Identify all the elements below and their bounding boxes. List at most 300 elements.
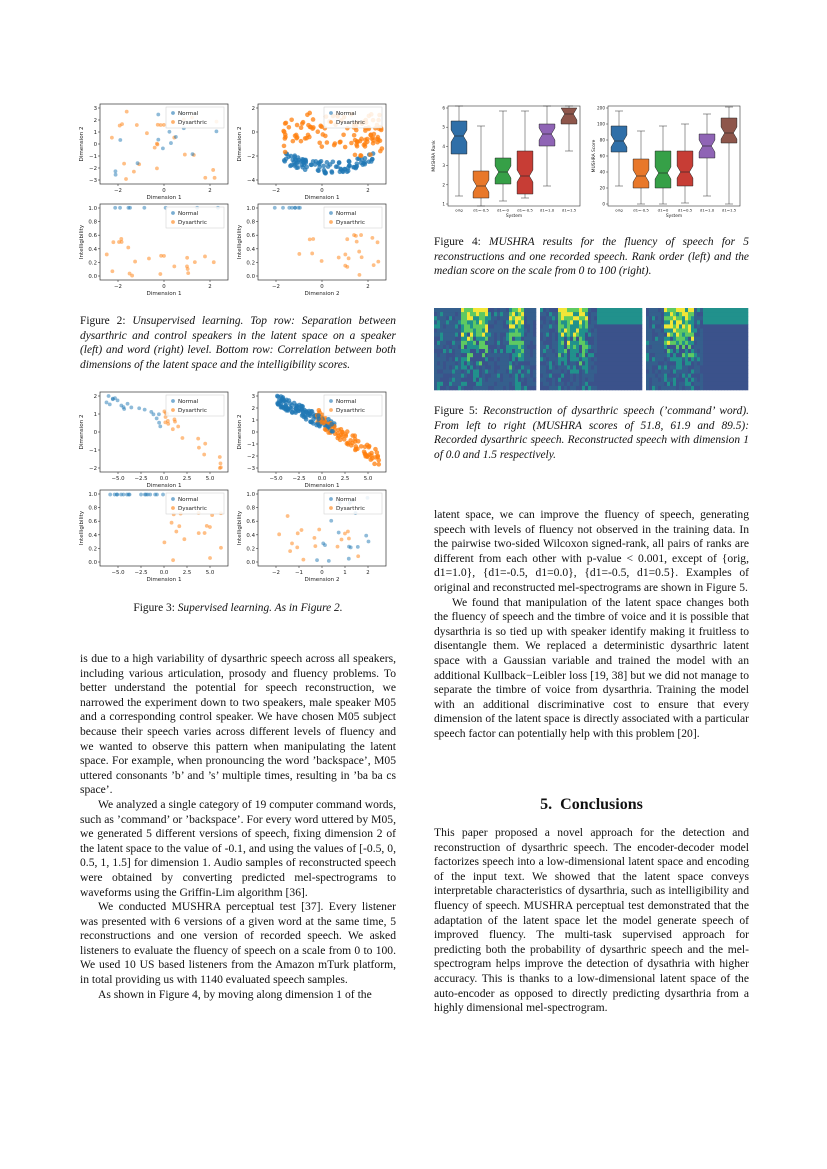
- spectrogram-cell: [452, 320, 455, 324]
- dysarthric-point: [349, 141, 354, 146]
- x-tick-label: 0: [320, 570, 324, 576]
- spectrogram-cell: [630, 345, 633, 349]
- dysarthric-point: [183, 153, 187, 157]
- y-axis-label: Intelligibility: [79, 224, 85, 260]
- spectrogram-cell: [540, 333, 543, 337]
- spectrogram-cell: [715, 329, 718, 333]
- dysarthric-point: [317, 528, 321, 532]
- spectrogram-cell: [621, 378, 624, 382]
- spectrogram-cell: [524, 316, 527, 320]
- spectrogram-cell: [570, 341, 573, 345]
- spectrogram-cell: [688, 378, 691, 382]
- spectrogram-cell: [485, 308, 488, 312]
- spectrogram-cell: [600, 316, 603, 320]
- normal-point: [321, 164, 326, 169]
- dysarthric-point: [124, 177, 128, 181]
- spectrogram-cell: [700, 345, 703, 349]
- spectrogram-cell: [685, 357, 688, 361]
- spectrogram-cell: [455, 337, 458, 341]
- spectrogram-cell: [636, 316, 639, 320]
- spectrogram-cell: [730, 378, 733, 382]
- legend-label: Dysarthric: [178, 506, 207, 512]
- spectrogram-cell: [521, 333, 524, 337]
- spectrogram-cell: [636, 333, 639, 337]
- spectrogram-cell: [609, 341, 612, 345]
- spectrogram-cell: [667, 357, 670, 361]
- spectrogram-cell: [603, 349, 606, 353]
- spectrogram-cell: [709, 361, 712, 365]
- spectrogram-cell: [446, 370, 449, 374]
- spectrogram-cell: [521, 374, 524, 378]
- spectrogram-cell: [658, 341, 661, 345]
- spectrogram-cell: [624, 357, 627, 361]
- spectrogram-cell: [449, 386, 452, 390]
- spectrogram-cell: [494, 382, 497, 386]
- y-tick-label: 0.4: [246, 246, 255, 253]
- spectrogram-cell: [464, 370, 467, 374]
- spectrogram-cell: [503, 378, 506, 382]
- spectrogram-cell: [679, 312, 682, 316]
- spectrogram-cell: [546, 333, 549, 337]
- spectrogram-cell: [470, 324, 473, 328]
- spectrogram-cell: [670, 349, 673, 353]
- spectrogram-cell: [594, 312, 597, 316]
- spectrogram-cell: [497, 312, 500, 316]
- spectrogram-cell: [573, 349, 576, 353]
- normal-point: [367, 540, 371, 544]
- spectrogram-cell: [594, 337, 597, 341]
- spectrogram-cell: [503, 374, 506, 378]
- spectrogram-cell: [458, 308, 461, 312]
- dysarthric-point: [307, 111, 312, 116]
- spectrogram-cell: [555, 320, 558, 324]
- spectrogram-cell: [443, 333, 446, 337]
- spectrogram-cell: [679, 382, 682, 386]
- spectrogram-cell: [733, 345, 736, 349]
- spectrogram-cell: [609, 320, 612, 324]
- spectrogram-cell: [582, 353, 585, 357]
- spectrogram-cell: [503, 357, 506, 361]
- spectrogram-cell: [636, 329, 639, 333]
- spectrogram-cell: [500, 365, 503, 369]
- spectrogram-cell: [667, 386, 670, 390]
- spectrogram-cell: [503, 312, 506, 316]
- spectrogram-cell: [745, 312, 748, 316]
- normal-point: [367, 159, 372, 164]
- spectrogram-cell: [470, 361, 473, 365]
- spectrogram-cell: [597, 324, 600, 328]
- spectrogram-cell: [627, 349, 630, 353]
- x-tick-label: −5.0: [111, 570, 125, 576]
- normal-point: [169, 141, 173, 145]
- spectrogram-cell: [555, 341, 558, 345]
- spectrogram-cell: [745, 386, 748, 390]
- dysarthric-point: [283, 136, 288, 141]
- spectrogram-cell: [691, 370, 694, 374]
- spectrogram-cell: [576, 308, 579, 312]
- spectrogram-cell: [630, 308, 633, 312]
- spectrogram-cell: [476, 374, 479, 378]
- spectrogram-cell: [633, 357, 636, 361]
- spectrogram-cell: [521, 353, 524, 357]
- spectrogram-cell: [552, 382, 555, 386]
- spectrogram-cell: [467, 357, 470, 361]
- spectrogram-cell: [685, 370, 688, 374]
- spectrogram-cell: [706, 308, 709, 312]
- spectrogram-cell: [558, 370, 561, 374]
- spectrogram-cell: [582, 386, 585, 390]
- spectrogram-cell: [630, 370, 633, 374]
- spectrogram-cell: [573, 329, 576, 333]
- dysarthric-point: [376, 260, 380, 264]
- spectrogram-cell: [437, 353, 440, 357]
- dysarthric-point: [132, 170, 136, 174]
- legend: [324, 395, 382, 416]
- spectrogram-cell: [434, 378, 437, 382]
- spectrogram-cell: [561, 333, 564, 337]
- spectrogram-cell: [573, 333, 576, 337]
- spectrogram-cell: [458, 316, 461, 320]
- spectrogram-cell: [718, 341, 721, 345]
- spectrogram-cell: [588, 324, 591, 328]
- dysarthric-point: [203, 531, 207, 535]
- spectrogram-cell: [630, 329, 633, 333]
- spectrogram-cell: [458, 324, 461, 328]
- spectrogram-cell: [742, 337, 745, 341]
- spectrogram-cell: [724, 382, 727, 386]
- x-tick-label: 0.0: [159, 476, 169, 482]
- spectrogram-cell: [703, 345, 706, 349]
- spectrogram-cell: [576, 361, 579, 365]
- spectrogram-cell: [579, 308, 582, 312]
- spectrogram-cell: [446, 378, 449, 382]
- spectrogram-cell: [685, 312, 688, 316]
- spectrogram-cell: [582, 382, 585, 386]
- spectrogram-cell: [543, 365, 546, 369]
- spectrogram-cell: [491, 320, 494, 324]
- spectrogram-cell: [576, 378, 579, 382]
- dysarthric-point: [369, 136, 374, 141]
- x-tick-label: d1=-0.5: [473, 207, 489, 213]
- spectrogram-cell: [736, 357, 739, 361]
- spectrogram-cell: [712, 365, 715, 369]
- spectrogram-cell: [524, 378, 527, 382]
- spectrogram-cell: [679, 320, 682, 324]
- spectrogram-cell: [488, 386, 491, 390]
- spectrogram-cell: [515, 353, 518, 357]
- spectrogram-cell: [715, 337, 718, 341]
- spectrogram-cell: [703, 353, 706, 357]
- spectrogram-cell: [685, 308, 688, 312]
- normal-point: [158, 424, 162, 428]
- normal-point: [113, 396, 117, 400]
- spectrogram-cell: [606, 357, 609, 361]
- spectrogram-cell: [646, 378, 649, 382]
- spectrogram-cell: [612, 353, 615, 357]
- spectrogram-cell: [685, 382, 688, 386]
- spectrogram-cell: [506, 361, 509, 365]
- dysarthric-point: [288, 549, 292, 553]
- spectrogram-cell: [694, 329, 697, 333]
- spectrogram-cell: [697, 324, 700, 328]
- spectrogram-cell: [670, 308, 673, 312]
- spectrogram-cell: [697, 374, 700, 378]
- spectrogram-cell: [639, 365, 642, 369]
- spectrogram-cell: [521, 382, 524, 386]
- spectrogram-cell: [512, 333, 515, 337]
- spectrogram-cell: [570, 324, 573, 328]
- legend-marker: [329, 111, 333, 115]
- spectrogram-cell: [546, 341, 549, 345]
- spectrogram-cell: [670, 353, 673, 357]
- spectrogram-cell: [485, 353, 488, 357]
- spectrogram-cell: [600, 345, 603, 349]
- spectrogram-cell: [676, 312, 679, 316]
- dysarthric-point: [177, 524, 181, 528]
- box: [561, 108, 577, 124]
- spectrogram-cell: [509, 333, 512, 337]
- spectrogram-cell: [712, 308, 715, 312]
- spectrogram-cell: [621, 316, 624, 320]
- spectrogram-cell: [703, 386, 706, 390]
- legend-marker: [329, 497, 333, 501]
- spectrogram-cell: [639, 312, 642, 316]
- spectrogram-cell: [745, 370, 748, 374]
- spectrogram-cell: [449, 312, 452, 316]
- spectrogram-cell: [742, 370, 745, 374]
- spectrogram-cell: [676, 353, 679, 357]
- normal-point: [107, 394, 111, 398]
- y-tick-label: 0: [93, 430, 97, 436]
- spectrogram-cell: [739, 357, 742, 361]
- spectrogram-cell: [621, 386, 624, 390]
- spectrogram-cell: [506, 370, 509, 374]
- spectrogram-cell: [633, 353, 636, 357]
- spectrogram-cell: [742, 378, 745, 382]
- spectrogram-cell: [612, 320, 615, 324]
- spectrogram-cell: [615, 370, 618, 374]
- spectrogram-cell: [488, 316, 491, 320]
- spectrogram-cell: [700, 353, 703, 357]
- spectrogram-cell: [597, 320, 600, 324]
- spectrogram-cell: [558, 345, 561, 349]
- spectrogram-cell: [639, 349, 642, 353]
- spectrogram-cell: [573, 382, 576, 386]
- dysarthric-point: [281, 129, 286, 134]
- spectrogram-cell: [467, 312, 470, 316]
- spectrogram-cell: [639, 337, 642, 341]
- dysarthric-point: [203, 255, 207, 259]
- spectrogram-cell: [540, 337, 543, 341]
- spectrogram-cell: [591, 324, 594, 328]
- spectrogram-cell: [655, 374, 658, 378]
- spectrogram-cell: [688, 329, 691, 333]
- spectrogram-cell: [612, 308, 615, 312]
- spectrogram-cell: [655, 353, 658, 357]
- spectrogram-cell: [664, 308, 667, 312]
- spectrogram-cell: [721, 374, 724, 378]
- spectrogram-cell: [685, 316, 688, 320]
- spectrogram-cell: [455, 386, 458, 390]
- spectrogram-cell: [691, 349, 694, 353]
- spectrogram-cell: [685, 333, 688, 337]
- spectrogram-cell: [667, 324, 670, 328]
- spectrogram-cell: [682, 370, 685, 374]
- spectrogram-cell: [673, 386, 676, 390]
- spectrogram-cell: [473, 329, 476, 333]
- legend-label: Dysarthric: [178, 220, 207, 226]
- spectrogram-cell: [727, 337, 730, 341]
- spectrogram-cell: [594, 361, 597, 365]
- spectrogram-cell: [437, 345, 440, 349]
- y-tick-label: 0: [251, 130, 255, 136]
- section-heading: 5. Conclusions: [540, 796, 643, 813]
- spectrogram-cell: [461, 320, 464, 324]
- spectrogram-cell: [621, 324, 624, 328]
- spectrogram-cell: [503, 353, 506, 357]
- spectrogram-cell: [721, 345, 724, 349]
- spectrogram-cell: [482, 357, 485, 361]
- spectrogram-cell: [691, 308, 694, 312]
- dysarthric-point: [294, 136, 299, 141]
- spectrogram-cell: [664, 349, 667, 353]
- spectrogram-cell: [482, 386, 485, 390]
- spectrogram-cell: [633, 349, 636, 353]
- spectrogram-cell: [533, 316, 536, 320]
- spectrogram-cell: [673, 341, 676, 345]
- normal-point: [157, 421, 161, 425]
- spectrogram-cell: [594, 320, 597, 324]
- spectrogram-cell: [630, 337, 633, 341]
- spectrogram-cell: [633, 337, 636, 341]
- spectrogram-cell: [646, 361, 649, 365]
- spectrogram-cell: [712, 316, 715, 320]
- spectrogram-cell: [540, 349, 543, 353]
- spectrogram-cell: [685, 320, 688, 324]
- spectrogram-cell: [500, 312, 503, 316]
- spectrogram-cell: [515, 370, 518, 374]
- spectrogram-cell: [558, 353, 561, 357]
- spectrogram-cell: [703, 349, 706, 353]
- spectrogram-cell: [479, 365, 482, 369]
- spectrogram-cell: [673, 308, 676, 312]
- dysarthric-point: [295, 123, 300, 128]
- spectrogram-cell: [455, 374, 458, 378]
- spectrogram-cell: [506, 308, 509, 312]
- spectrogram-cell: [594, 353, 597, 357]
- spectrogram-cell: [576, 312, 579, 316]
- spectrogram-cell: [518, 353, 521, 357]
- spectrogram-cell: [603, 353, 606, 357]
- spectrogram-cell: [500, 337, 503, 341]
- spectrogram-cell: [461, 312, 464, 316]
- dysarthric-point: [196, 437, 200, 441]
- spectrogram-cell: [509, 357, 512, 361]
- spectrogram-cell: [606, 337, 609, 341]
- spectrogram-cell: [470, 333, 473, 337]
- spectrogram-cell: [458, 353, 461, 357]
- spectrogram-cell: [485, 324, 488, 328]
- normal-point: [118, 138, 122, 142]
- spectrogram-cell: [673, 324, 676, 328]
- spectrogram-cell: [555, 312, 558, 316]
- spectrogram-cell: [739, 345, 742, 349]
- spectrogram-cell: [461, 349, 464, 353]
- spectrogram-cell: [655, 349, 658, 353]
- spectrogram-cell: [618, 382, 621, 386]
- normal-point: [339, 167, 344, 172]
- spectrogram-cell: [570, 370, 573, 374]
- x-tick-label: 0: [162, 284, 166, 290]
- conclusion-text: [434, 826, 749, 1016]
- spectrogram-cell: [736, 316, 739, 320]
- spectrogram-cell: [476, 386, 479, 390]
- spectrogram-cell: [458, 333, 461, 337]
- spectrogram-cell: [497, 316, 500, 320]
- spectrogram-cell: [488, 370, 491, 374]
- spectrogram-cell: [652, 333, 655, 337]
- paragraph: As shown in Figure 4, by moving along dimension 1 of the: [98, 987, 372, 1001]
- spectrogram-cell: [533, 341, 536, 345]
- spectrogram-cell: [652, 308, 655, 312]
- spectrogram-cell: [609, 386, 612, 390]
- spectrogram-cell: [730, 316, 733, 320]
- dysarthric-point: [352, 433, 357, 438]
- spectrogram-cell: [449, 324, 452, 328]
- y-tick-label: 0.0: [88, 274, 97, 280]
- x-tick-label: 5.0: [205, 476, 215, 482]
- spectrogram-cell: [715, 316, 718, 320]
- spectrogram-cell: [600, 353, 603, 357]
- spectrogram-cell: [521, 361, 524, 365]
- spectrogram-cell: [567, 370, 570, 374]
- spectrogram-cell: [482, 333, 485, 337]
- spectrogram-cell: [540, 365, 543, 369]
- spectrogram-cell: [491, 378, 494, 382]
- spectrogram-cell: [667, 308, 670, 312]
- spectrogram-cell: [446, 382, 449, 386]
- spectrogram-cell: [446, 349, 449, 353]
- spectrogram-cell: [458, 378, 461, 382]
- spectrogram-cell: [579, 382, 582, 386]
- y-tick-label: −2: [247, 154, 255, 160]
- spectrogram-cell: [606, 320, 609, 324]
- spectrogram-cell: [440, 382, 443, 386]
- spectrogram-cell: [612, 312, 615, 316]
- spectrogram-cell: [515, 345, 518, 349]
- spectrogram-cell: [443, 312, 446, 316]
- spectrogram-cell: [661, 341, 664, 345]
- dysarthric-point: [346, 441, 351, 446]
- spectrogram-cell: [482, 345, 485, 349]
- spectrogram-cell: [476, 378, 479, 382]
- spectrogram-cell: [455, 312, 458, 316]
- spectrogram-cell: [682, 337, 685, 341]
- spectrogram-cell: [630, 386, 633, 390]
- spectrogram-cell: [570, 345, 573, 349]
- spectrogram-cell: [633, 329, 636, 333]
- spectrogram-cell: [624, 365, 627, 369]
- spectrogram-cell: [515, 308, 518, 312]
- spectrogram-cell: [615, 345, 618, 349]
- spectrogram-cell: [709, 349, 712, 353]
- spectrogram-cell: [624, 361, 627, 365]
- normal-point: [323, 543, 327, 547]
- spectrogram-cell: [630, 365, 633, 369]
- spectrogram-cell: [512, 382, 515, 386]
- normal-point: [156, 138, 160, 142]
- spectrogram-cell: [688, 316, 691, 320]
